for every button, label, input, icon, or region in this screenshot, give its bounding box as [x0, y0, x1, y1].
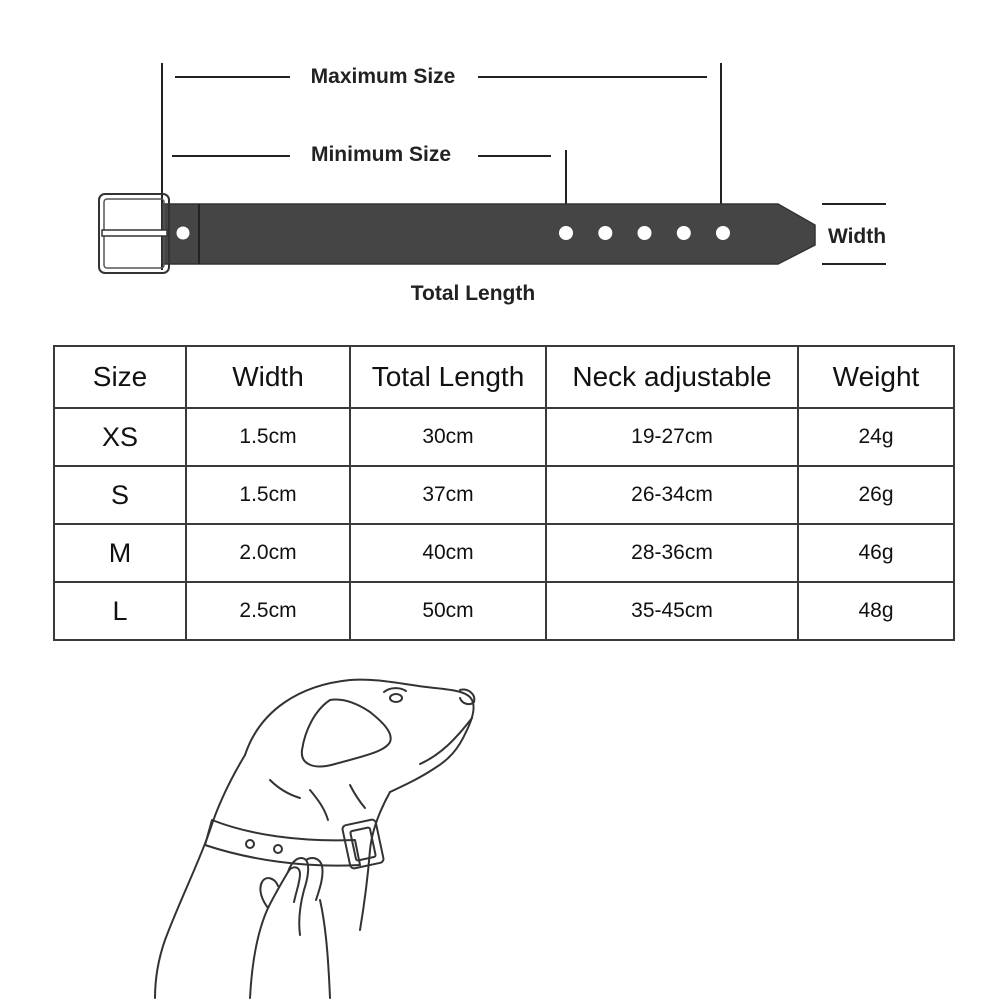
table-row	[54, 466, 954, 524]
collar-hole	[638, 226, 652, 240]
neck-adjustable-cell: 35-45cm	[546, 582, 798, 640]
size-cell: XS	[54, 408, 186, 466]
collar-measurement-diagram	[0, 0, 1000, 330]
header-weight: Weight	[798, 346, 954, 408]
dog-fur-detail	[270, 780, 300, 798]
dog-fur-detail	[350, 785, 365, 808]
neck-adjustable-cell: 28-36cm	[546, 524, 798, 582]
total-length-cell: 37cm	[350, 466, 546, 524]
weight-cell: 46g	[798, 524, 954, 582]
minimum-size-label: Minimum Size	[310, 143, 452, 166]
dog-collar-buckle-inner	[350, 827, 376, 861]
dog-ear	[302, 700, 391, 767]
size-cell: M	[54, 524, 186, 582]
size-cell: L	[54, 582, 186, 640]
dog-neck-back	[155, 755, 245, 998]
collar-hole	[559, 226, 573, 240]
width-cell: 1.5cm	[186, 408, 350, 466]
buckle-bar	[102, 230, 167, 236]
wrist-outline	[320, 900, 330, 998]
weight-cell: 26g	[798, 466, 954, 524]
width-cell: 2.0cm	[186, 524, 350, 582]
table-row	[54, 582, 954, 640]
dog-mouth	[420, 718, 472, 764]
collar-hole	[716, 226, 730, 240]
total-length-cell: 30cm	[350, 408, 546, 466]
hand-outline	[250, 867, 300, 998]
neck-adjustable-cell: 26-34cm	[546, 466, 798, 524]
weight-cell: 24g	[798, 408, 954, 466]
maximum-size-label: Maximum Size	[310, 65, 456, 88]
dog-collar-hole	[246, 840, 254, 848]
header-neck-adjustable: Neck adjustable	[546, 346, 798, 408]
dog-collar-band	[205, 820, 360, 866]
header-size: Size	[54, 346, 186, 408]
dog-wearing-collar-icon	[150, 660, 550, 1000]
dog-chest	[360, 792, 390, 930]
header-total-length: Total Length	[350, 346, 546, 408]
size-cell: S	[54, 466, 186, 524]
dog-head-outline	[245, 680, 474, 792]
total-length-label: Total Length	[410, 282, 536, 305]
header-width: Width	[186, 346, 350, 408]
dog-collar-hole	[274, 845, 282, 853]
table-row	[54, 408, 954, 466]
weight-cell: 48g	[798, 582, 954, 640]
collar-hole	[598, 226, 612, 240]
dog-eye	[390, 694, 402, 702]
width-cell: 1.5cm	[186, 466, 350, 524]
collar-hole	[677, 226, 691, 240]
total-length-cell: 50cm	[350, 582, 546, 640]
buckle-prong-hole	[177, 227, 190, 240]
width-cell: 2.5cm	[186, 582, 350, 640]
dog-brow	[384, 688, 406, 692]
dog-collar-buckle	[342, 819, 384, 869]
neck-adjustable-cell: 19-27cm	[546, 408, 798, 466]
dog-fur-detail	[310, 790, 328, 820]
table-header-row	[54, 346, 954, 408]
table-row	[54, 524, 954, 582]
width-label: Width	[827, 225, 887, 248]
size-chart-table	[53, 345, 955, 641]
total-length-cell: 40cm	[350, 524, 546, 582]
